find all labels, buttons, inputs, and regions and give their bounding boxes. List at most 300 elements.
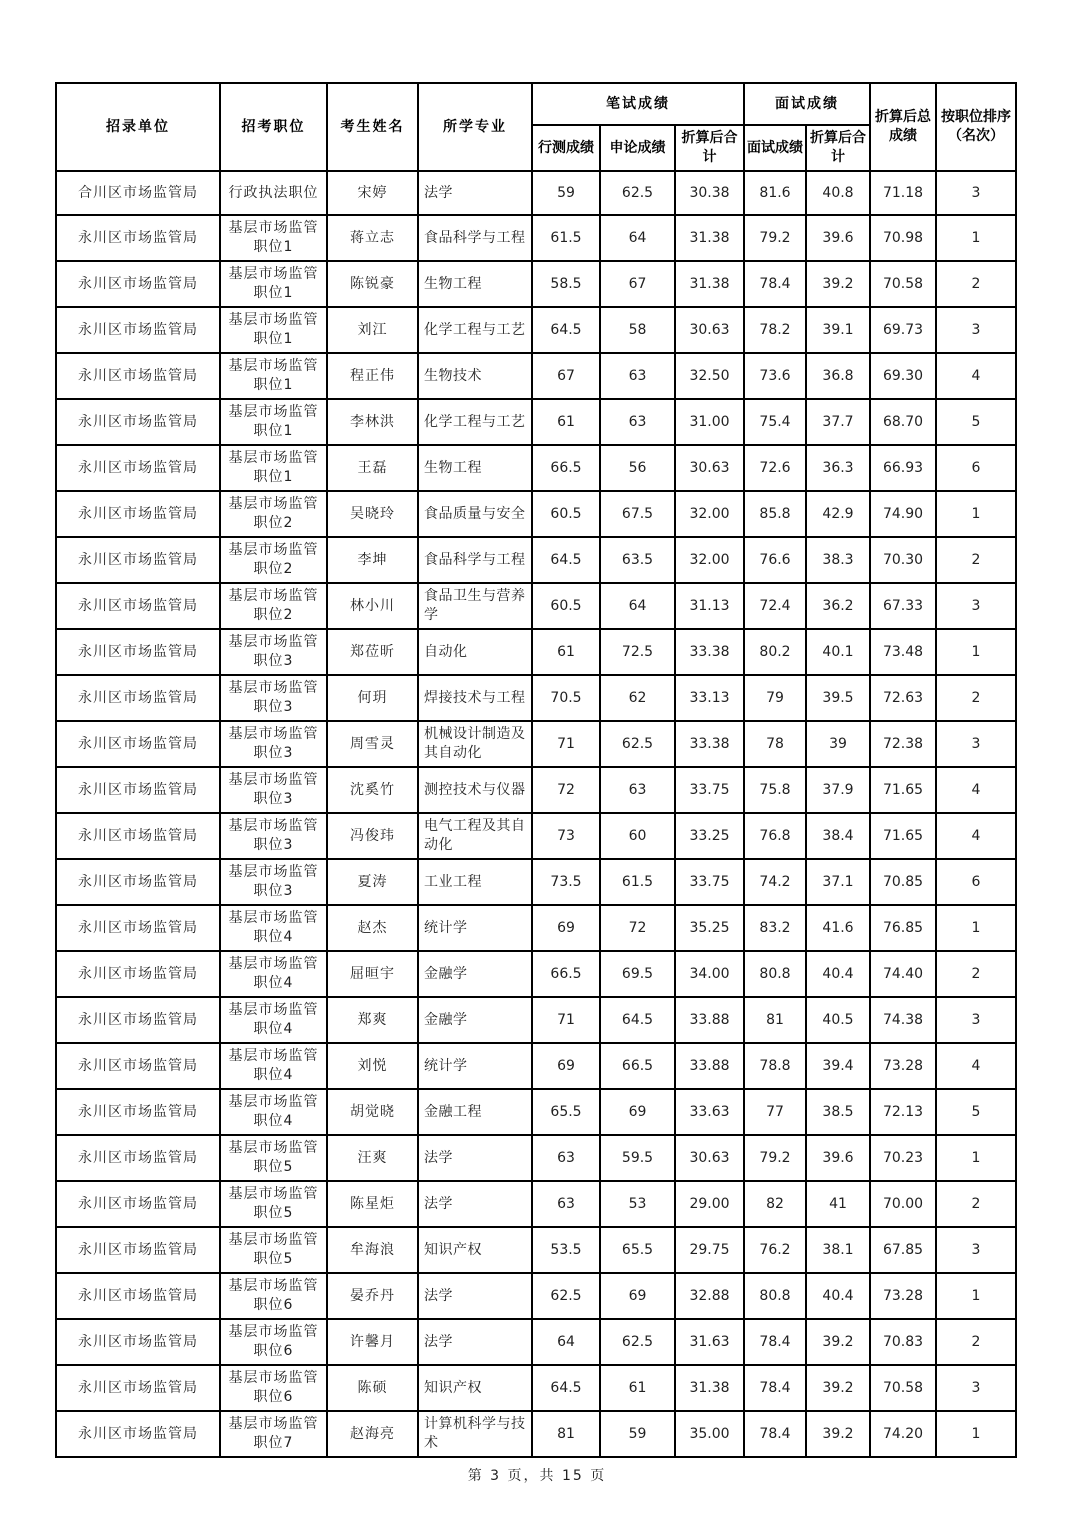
cell-xingce: 66.5 [532, 951, 600, 997]
cell-shenlun: 64 [600, 583, 675, 629]
cell-major: 食品质量与安全 [418, 491, 532, 537]
cell-position: 基层市场监管职位3 [220, 675, 327, 721]
cell-position: 基层市场监管职位5 [220, 1181, 327, 1227]
cell-written_conv: 31.38 [675, 215, 744, 261]
cell-unit: 合川区市场监管局 [56, 171, 220, 215]
cell-unit: 永川区市场监管局 [56, 1365, 220, 1411]
cell-xingce: 61 [532, 399, 600, 445]
cell-interview: 79 [744, 675, 806, 721]
cell-major: 法学 [418, 1135, 532, 1181]
cell-major: 工业工程 [418, 859, 532, 905]
cell-rank: 4 [936, 767, 1016, 813]
cell-major: 自动化 [418, 629, 532, 675]
cell-total: 70.85 [870, 859, 936, 905]
cell-name: 陈硕 [327, 1365, 418, 1411]
cell-interview: 82 [744, 1181, 806, 1227]
cell-written_conv: 30.38 [675, 171, 744, 215]
results-table [55, 82, 1017, 1458]
cell-total: 73.28 [870, 1273, 936, 1319]
cell-xingce: 61 [532, 629, 600, 675]
table-row [56, 859, 1016, 905]
cell-rank: 4 [936, 813, 1016, 859]
table-row [56, 171, 1016, 215]
cell-major: 统计学 [418, 905, 532, 951]
cell-rank: 5 [936, 399, 1016, 445]
cell-rank: 2 [936, 951, 1016, 997]
cell-shenlun: 66.5 [600, 1043, 675, 1089]
cell-written_conv: 33.63 [675, 1089, 744, 1135]
cell-xingce: 70.5 [532, 675, 600, 721]
header-interview-score: 面试成绩 [744, 125, 806, 171]
cell-xingce: 71 [532, 997, 600, 1043]
cell-total: 71.18 [870, 171, 936, 215]
cell-rank: 3 [936, 307, 1016, 353]
cell-interview_conv: 39.6 [806, 215, 870, 261]
cell-position: 基层市场监管职位4 [220, 1043, 327, 1089]
cell-shenlun: 62 [600, 675, 675, 721]
table-row [56, 1043, 1016, 1089]
header-interview-group: 面试成绩 [744, 83, 870, 125]
cell-shenlun: 59 [600, 1411, 675, 1457]
header-shenlun-score: 申论成绩 [600, 125, 675, 171]
cell-major: 电气工程及其自动化 [418, 813, 532, 859]
cell-shenlun: 64.5 [600, 997, 675, 1043]
cell-position: 基层市场监管职位6 [220, 1273, 327, 1319]
cell-interview_conv: 39.1 [806, 307, 870, 353]
cell-name: 晏乔丹 [327, 1273, 418, 1319]
cell-position: 基层市场监管职位3 [220, 629, 327, 675]
cell-rank: 5 [936, 1089, 1016, 1135]
cell-written_conv: 30.63 [675, 307, 744, 353]
cell-interview_conv: 39 [806, 721, 870, 767]
cell-shenlun: 60 [600, 813, 675, 859]
cell-written_conv: 33.25 [675, 813, 744, 859]
cell-written_conv: 32.00 [675, 491, 744, 537]
cell-written_conv: 30.63 [675, 1135, 744, 1181]
cell-shenlun: 59.5 [600, 1135, 675, 1181]
cell-position: 基层市场监管职位6 [220, 1365, 327, 1411]
cell-shenlun: 63 [600, 767, 675, 813]
cell-rank: 1 [936, 215, 1016, 261]
cell-unit: 永川区市场监管局 [56, 1181, 220, 1227]
cell-interview_conv: 40.1 [806, 629, 870, 675]
cell-interview: 78.4 [744, 1411, 806, 1457]
table-row [56, 1181, 1016, 1227]
cell-major: 法学 [418, 1273, 532, 1319]
cell-total: 69.30 [870, 353, 936, 399]
cell-total: 69.73 [870, 307, 936, 353]
cell-interview_conv: 41.6 [806, 905, 870, 951]
cell-rank: 2 [936, 675, 1016, 721]
table-row [56, 1227, 1016, 1273]
header-position: 招考职位 [220, 83, 327, 171]
cell-interview: 85.8 [744, 491, 806, 537]
cell-written_conv: 33.75 [675, 767, 744, 813]
cell-written_conv: 33.13 [675, 675, 744, 721]
cell-shenlun: 67 [600, 261, 675, 307]
cell-xingce: 72 [532, 767, 600, 813]
cell-written_conv: 33.75 [675, 859, 744, 905]
cell-interview_conv: 39.4 [806, 1043, 870, 1089]
cell-interview: 78 [744, 721, 806, 767]
cell-shenlun: 65.5 [600, 1227, 675, 1273]
cell-unit: 永川区市场监管局 [56, 307, 220, 353]
cell-interview: 72.6 [744, 445, 806, 491]
cell-xingce: 64.5 [532, 1365, 600, 1411]
cell-major: 法学 [418, 1319, 532, 1365]
cell-interview_conv: 36.2 [806, 583, 870, 629]
cell-interview_conv: 38.1 [806, 1227, 870, 1273]
cell-shenlun: 56 [600, 445, 675, 491]
cell-rank: 1 [936, 491, 1016, 537]
cell-position: 基层市场监管职位3 [220, 813, 327, 859]
cell-position: 基层市场监管职位6 [220, 1319, 327, 1365]
cell-name: 陈锐豪 [327, 261, 418, 307]
table-row [56, 307, 1016, 353]
table-row [56, 675, 1016, 721]
cell-interview: 76.2 [744, 1227, 806, 1273]
header-rank: 按职位排序（名次） [936, 83, 1016, 171]
cell-interview_conv: 36.8 [806, 353, 870, 399]
cell-rank: 4 [936, 353, 1016, 399]
cell-rank: 1 [936, 1135, 1016, 1181]
cell-name: 沈奚竹 [327, 767, 418, 813]
cell-interview: 78.8 [744, 1043, 806, 1089]
cell-interview_conv: 41 [806, 1181, 870, 1227]
table-row [56, 905, 1016, 951]
cell-interview_conv: 40.8 [806, 171, 870, 215]
cell-written_conv: 33.88 [675, 1043, 744, 1089]
cell-position: 基层市场监管职位1 [220, 261, 327, 307]
cell-rank: 3 [936, 1365, 1016, 1411]
cell-major: 食品科学与工程 [418, 537, 532, 583]
cell-major: 生物工程 [418, 261, 532, 307]
cell-interview_conv: 39.2 [806, 1411, 870, 1457]
cell-xingce: 64.5 [532, 537, 600, 583]
cell-rank: 4 [936, 1043, 1016, 1089]
cell-major: 食品科学与工程 [418, 215, 532, 261]
cell-total: 70.83 [870, 1319, 936, 1365]
cell-xingce: 64 [532, 1319, 600, 1365]
table-row [56, 1273, 1016, 1319]
cell-written_conv: 34.00 [675, 951, 744, 997]
cell-interview: 78.4 [744, 1319, 806, 1365]
cell-rank: 1 [936, 1273, 1016, 1319]
cell-unit: 永川区市场监管局 [56, 583, 220, 629]
cell-name: 刘悦 [327, 1043, 418, 1089]
cell-xingce: 73.5 [532, 859, 600, 905]
cell-written_conv: 33.38 [675, 629, 744, 675]
cell-written_conv: 32.50 [675, 353, 744, 399]
cell-interview: 76.6 [744, 537, 806, 583]
cell-position: 基层市场监管职位7 [220, 1411, 327, 1457]
cell-position: 基层市场监管职位5 [220, 1135, 327, 1181]
cell-name: 郑莅昕 [327, 629, 418, 675]
cell-shenlun: 69 [600, 1273, 675, 1319]
cell-unit: 永川区市场监管局 [56, 399, 220, 445]
cell-xingce: 53.5 [532, 1227, 600, 1273]
cell-name: 牟海浪 [327, 1227, 418, 1273]
cell-major: 计算机科学与技术 [418, 1411, 532, 1457]
cell-interview: 72.4 [744, 583, 806, 629]
cell-interview: 81 [744, 997, 806, 1043]
cell-shenlun: 67.5 [600, 491, 675, 537]
cell-unit: 永川区市场监管局 [56, 767, 220, 813]
cell-major: 生物技术 [418, 353, 532, 399]
cell-unit: 永川区市场监管局 [56, 629, 220, 675]
cell-name: 屈晅宇 [327, 951, 418, 997]
cell-interview_conv: 40.5 [806, 997, 870, 1043]
cell-total: 74.90 [870, 491, 936, 537]
table-row [56, 1411, 1016, 1457]
cell-name: 蒋立志 [327, 215, 418, 261]
cell-position: 基层市场监管职位1 [220, 353, 327, 399]
cell-unit: 永川区市场监管局 [56, 353, 220, 399]
header-major: 所学专业 [418, 83, 532, 171]
cell-major: 化学工程与工艺 [418, 307, 532, 353]
cell-interview_conv: 40.4 [806, 951, 870, 997]
cell-interview_conv: 40.4 [806, 1273, 870, 1319]
cell-interview: 80.8 [744, 951, 806, 997]
cell-total: 72.13 [870, 1089, 936, 1135]
table-row [56, 491, 1016, 537]
table-row [56, 997, 1016, 1043]
cell-rank: 3 [936, 171, 1016, 215]
table-row [56, 399, 1016, 445]
cell-interview: 74.2 [744, 859, 806, 905]
table-row [56, 583, 1016, 629]
cell-total: 74.40 [870, 951, 936, 997]
cell-shenlun: 69.5 [600, 951, 675, 997]
cell-position: 基层市场监管职位3 [220, 721, 327, 767]
table-body [56, 171, 1016, 1457]
cell-written_conv: 29.00 [675, 1181, 744, 1227]
cell-xingce: 67 [532, 353, 600, 399]
cell-unit: 永川区市场监管局 [56, 1319, 220, 1365]
cell-interview: 81.6 [744, 171, 806, 215]
cell-major: 金融学 [418, 951, 532, 997]
cell-written_conv: 35.00 [675, 1411, 744, 1457]
cell-shenlun: 64 [600, 215, 675, 261]
cell-total: 72.38 [870, 721, 936, 767]
cell-written_conv: 32.88 [675, 1273, 744, 1319]
cell-interview_conv: 37.1 [806, 859, 870, 905]
cell-name: 郑爽 [327, 997, 418, 1043]
cell-unit: 永川区市场监管局 [56, 859, 220, 905]
cell-unit: 永川区市场监管局 [56, 1135, 220, 1181]
cell-xingce: 62.5 [532, 1273, 600, 1319]
cell-unit: 永川区市场监管局 [56, 537, 220, 583]
cell-shenlun: 62.5 [600, 171, 675, 215]
cell-unit: 永川区市场监管局 [56, 445, 220, 491]
cell-shenlun: 69 [600, 1089, 675, 1135]
cell-major: 金融学 [418, 997, 532, 1043]
cell-name: 赵杰 [327, 905, 418, 951]
table-row [56, 813, 1016, 859]
cell-rank: 6 [936, 859, 1016, 905]
cell-shenlun: 61 [600, 1365, 675, 1411]
cell-shenlun: 61.5 [600, 859, 675, 905]
cell-position: 行政执法职位 [220, 171, 327, 215]
cell-interview_conv: 36.3 [806, 445, 870, 491]
cell-total: 76.85 [870, 905, 936, 951]
cell-interview_conv: 39.6 [806, 1135, 870, 1181]
cell-name: 程正伟 [327, 353, 418, 399]
cell-rank: 3 [936, 1227, 1016, 1273]
cell-name: 李坤 [327, 537, 418, 583]
header-unit: 招录单位 [56, 83, 220, 171]
cell-total: 70.58 [870, 261, 936, 307]
cell-written_conv: 33.38 [675, 721, 744, 767]
cell-interview_conv: 38.4 [806, 813, 870, 859]
cell-name: 胡觉晓 [327, 1089, 418, 1135]
cell-unit: 永川区市场监管局 [56, 1411, 220, 1457]
cell-unit: 永川区市场监管局 [56, 1089, 220, 1135]
cell-name: 林小川 [327, 583, 418, 629]
cell-position: 基层市场监管职位3 [220, 767, 327, 813]
cell-rank: 2 [936, 1319, 1016, 1365]
cell-major: 知识产权 [418, 1365, 532, 1411]
cell-major: 知识产权 [418, 1227, 532, 1273]
header-interview-converted: 折算后合计 [806, 125, 870, 171]
cell-position: 基层市场监管职位1 [220, 307, 327, 353]
table-row [56, 537, 1016, 583]
cell-rank: 1 [936, 1411, 1016, 1457]
cell-xingce: 73 [532, 813, 600, 859]
cell-shenlun: 62.5 [600, 721, 675, 767]
cell-unit: 永川区市场监管局 [56, 721, 220, 767]
cell-position: 基层市场监管职位4 [220, 951, 327, 997]
cell-total: 73.48 [870, 629, 936, 675]
cell-total: 66.93 [870, 445, 936, 491]
cell-name: 宋婷 [327, 171, 418, 215]
cell-interview: 79.2 [744, 215, 806, 261]
table-row [56, 215, 1016, 261]
cell-name: 周雪灵 [327, 721, 418, 767]
cell-total: 70.00 [870, 1181, 936, 1227]
cell-unit: 永川区市场监管局 [56, 1227, 220, 1273]
cell-xingce: 61.5 [532, 215, 600, 261]
cell-xingce: 69 [532, 1043, 600, 1089]
table-row [56, 1365, 1016, 1411]
cell-xingce: 66.5 [532, 445, 600, 491]
cell-position: 基层市场监管职位2 [220, 537, 327, 583]
cell-position: 基层市场监管职位2 [220, 583, 327, 629]
cell-rank: 2 [936, 1181, 1016, 1227]
cell-shenlun: 63 [600, 399, 675, 445]
cell-major: 生物工程 [418, 445, 532, 491]
table-row [56, 1135, 1016, 1181]
cell-unit: 永川区市场监管局 [56, 997, 220, 1043]
cell-interview: 78.2 [744, 307, 806, 353]
cell-xingce: 64.5 [532, 307, 600, 353]
cell-position: 基层市场监管职位1 [220, 399, 327, 445]
cell-major: 金融工程 [418, 1089, 532, 1135]
cell-shenlun: 72.5 [600, 629, 675, 675]
cell-position: 基层市场监管职位5 [220, 1227, 327, 1273]
cell-interview: 73.6 [744, 353, 806, 399]
cell-interview_conv: 37.9 [806, 767, 870, 813]
cell-unit: 永川区市场监管局 [56, 491, 220, 537]
cell-unit: 永川区市场监管局 [56, 1043, 220, 1089]
cell-position: 基层市场监管职位4 [220, 1089, 327, 1135]
table-row [56, 445, 1016, 491]
cell-xingce: 60.5 [532, 583, 600, 629]
cell-unit: 永川区市场监管局 [56, 1273, 220, 1319]
cell-interview: 78.4 [744, 261, 806, 307]
cell-written_conv: 35.25 [675, 905, 744, 951]
cell-written_conv: 31.38 [675, 261, 744, 307]
cell-interview: 75.8 [744, 767, 806, 813]
cell-interview_conv: 39.2 [806, 1319, 870, 1365]
cell-unit: 永川区市场监管局 [56, 951, 220, 997]
cell-rank: 1 [936, 905, 1016, 951]
cell-position: 基层市场监管职位2 [220, 491, 327, 537]
table-row [56, 721, 1016, 767]
cell-shenlun: 63 [600, 353, 675, 399]
cell-xingce: 71 [532, 721, 600, 767]
cell-written_conv: 31.63 [675, 1319, 744, 1365]
cell-major: 焊接技术与工程 [418, 675, 532, 721]
cell-unit: 永川区市场监管局 [56, 905, 220, 951]
cell-rank: 6 [936, 445, 1016, 491]
header-written-group: 笔试成绩 [532, 83, 744, 125]
cell-interview_conv: 38.5 [806, 1089, 870, 1135]
cell-shenlun: 62.5 [600, 1319, 675, 1365]
cell-interview: 83.2 [744, 905, 806, 951]
cell-total: 72.63 [870, 675, 936, 721]
cell-shenlun: 53 [600, 1181, 675, 1227]
cell-interview: 78.4 [744, 1365, 806, 1411]
cell-shenlun: 63.5 [600, 537, 675, 583]
table-row [56, 1089, 1016, 1135]
cell-total: 74.20 [870, 1411, 936, 1457]
cell-unit: 永川区市场监管局 [56, 813, 220, 859]
cell-unit: 永川区市场监管局 [56, 215, 220, 261]
cell-position: 基层市场监管职位3 [220, 859, 327, 905]
cell-rank: 3 [936, 997, 1016, 1043]
cell-name: 陈星炬 [327, 1181, 418, 1227]
cell-major: 测控技术与仪器 [418, 767, 532, 813]
header-total-converted: 折算后总成绩 [870, 83, 936, 171]
cell-xingce: 69 [532, 905, 600, 951]
page-indicator: 第 3 页，共 15 页 [467, 1468, 607, 1484]
cell-written_conv: 29.75 [675, 1227, 744, 1273]
cell-name: 王磊 [327, 445, 418, 491]
cell-interview_conv: 37.7 [806, 399, 870, 445]
cell-total: 68.70 [870, 399, 936, 445]
cell-interview_conv: 39.5 [806, 675, 870, 721]
cell-total: 70.23 [870, 1135, 936, 1181]
cell-total: 67.85 [870, 1227, 936, 1273]
cell-xingce: 63 [532, 1135, 600, 1181]
cell-rank: 3 [936, 721, 1016, 767]
cell-xingce: 63 [532, 1181, 600, 1227]
cell-name: 冯俊玮 [327, 813, 418, 859]
cell-unit: 永川区市场监管局 [56, 261, 220, 307]
cell-name: 夏涛 [327, 859, 418, 905]
cell-interview: 80.8 [744, 1273, 806, 1319]
cell-written_conv: 33.88 [675, 997, 744, 1043]
cell-name: 许馨月 [327, 1319, 418, 1365]
cell-interview: 80.2 [744, 629, 806, 675]
cell-position: 基层市场监管职位1 [220, 215, 327, 261]
cell-major: 食品卫生与营养学 [418, 583, 532, 629]
cell-name: 汪爽 [327, 1135, 418, 1181]
cell-interview: 79.2 [744, 1135, 806, 1181]
cell-interview_conv: 42.9 [806, 491, 870, 537]
table-row [56, 353, 1016, 399]
